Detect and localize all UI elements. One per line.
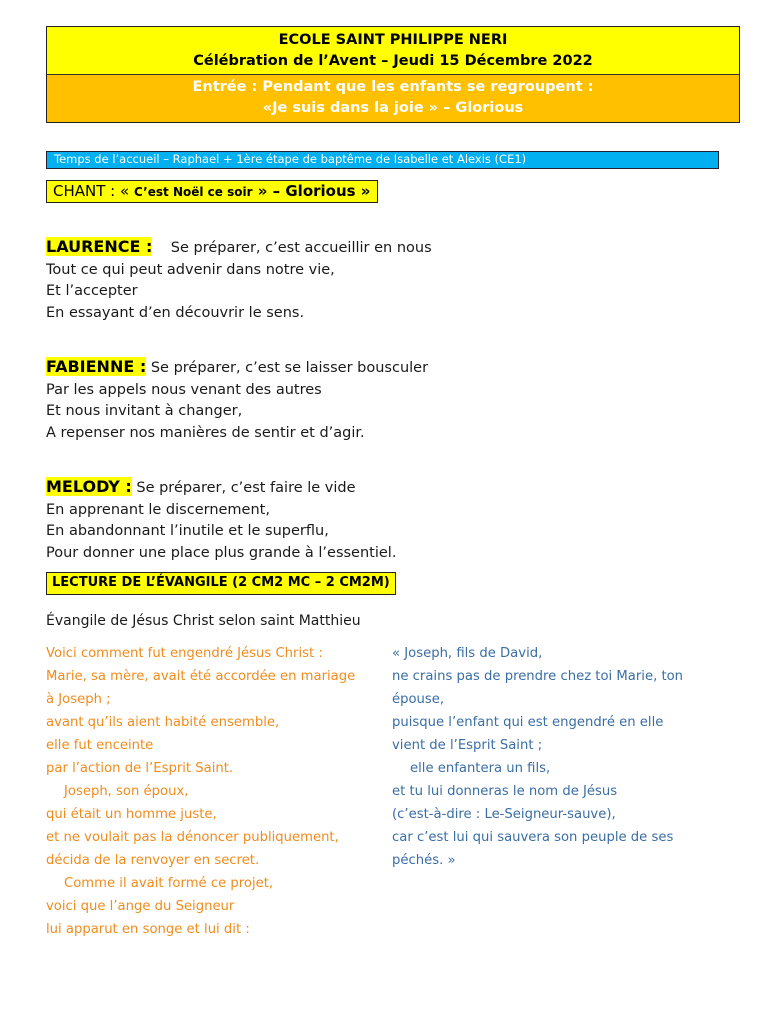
chant-prefix: CHANT : « <box>53 182 134 200</box>
entry-band <box>47 74 739 122</box>
stanza-melody <box>46 476 396 564</box>
speaker-label: FABIENNE : <box>46 357 147 376</box>
gospel-line: et ne voulait pas la dénoncer publiquement, <box>46 830 339 845</box>
stanza-first-line: Se préparer, c’est se laisser bousculer <box>146 360 429 376</box>
gospel-line: Comme il avait formé ce projet, <box>64 876 274 891</box>
stanza-line: Et nous invitant à changer, <box>46 403 243 419</box>
stanza-line: Tout ce qui peut advenir dans notre vie, <box>46 261 335 278</box>
speaker-label: MELODY : <box>46 477 132 496</box>
gospel-line: par l’action de l’Esprit Saint. <box>46 761 234 776</box>
gospel-line: Voici comment fut engendré Jésus Christ : <box>46 646 323 661</box>
stanza-first-line: Se préparer, c’est faire le vide <box>131 480 356 496</box>
stanza-line: Par les appels nous venant des autres <box>46 381 322 398</box>
welcome-bar: Temps de l’accueil – Raphael + 1ère étape de baptême de Isabelle et Alexis (CE1) <box>46 151 719 169</box>
gospel-line: à Joseph ; <box>46 692 111 707</box>
gospel-line: et tu lui donneras le nom de Jésus <box>392 784 618 799</box>
gospel-line: décida de la renvoyer en secret. <box>46 853 260 868</box>
entry-line-1: Entrée : Pendant que les enfants se regroupent : <box>192 79 594 95</box>
gospel-line: « Joseph, fils de David, <box>392 646 543 661</box>
stanza-line: En apprenant le discernement, <box>46 501 270 518</box>
header-box <box>46 26 740 123</box>
gospel-line: épouse, <box>392 692 445 707</box>
stanza-first-line: Se préparer, c’est accueillir en nous <box>152 240 432 256</box>
gospel-line: voici que l’ange du Seigneur <box>46 899 235 914</box>
gospel-line: (c’est-à-dire : Le-Seigneur-sauve), <box>392 807 616 822</box>
speaker-label: LAURENCE : <box>46 237 153 256</box>
stanza-line: Et l’accepter <box>46 283 138 299</box>
stanza-line: En essayant d’en découvrir le sens. <box>46 304 305 321</box>
gospel-line: elle fut enceinte <box>46 738 154 753</box>
gospel-line: Marie, sa mère, avait été accordée en mariage <box>46 669 356 684</box>
entry-line-2: «Je suis dans la joie » – Glorious <box>262 100 524 116</box>
gospel-line: ne crains pas de prendre chez toi Marie, ton <box>392 669 684 684</box>
gospel-line: elle enfantera un fils, <box>410 761 551 776</box>
gospel-line: car c’est lui qui sauvera son peuple de ses <box>392 830 674 845</box>
gospel-right-column <box>392 642 683 872</box>
gospel-line: Joseph, son époux, <box>64 784 189 799</box>
gospel-reading-label: LECTURE DE L’ÉVANGILE (2 CM2 MC – 2 CM2M) <box>46 572 396 595</box>
stanza-laurence <box>46 236 432 324</box>
stanza-fabienne <box>46 356 428 444</box>
gospel-line: avant qu’ils aient habité ensemble, <box>46 715 280 730</box>
school-name: ECOLE SAINT PHILIPPE NERI <box>278 32 508 48</box>
gospel-line: lui apparut en songe et lui dit : <box>46 922 250 937</box>
gospel-line: vient de l’Esprit Saint ; <box>392 738 543 753</box>
gospel-left-column <box>46 642 355 941</box>
header-title-band <box>47 27 739 74</box>
gospel-line: puisque l’enfant qui est engendré en elle <box>392 715 664 730</box>
stanza-line: A repenser nos manières de sentir et d’agir. <box>46 424 365 441</box>
chant-box <box>46 180 378 203</box>
stanza-line: Pour donner une place plus grande à l’essentiel. <box>46 544 397 561</box>
celebration-title: Célébration de l’Avent – Jeudi 15 Décembre 2022 <box>193 53 593 69</box>
chant-suffix: » – Glorious » <box>252 182 371 200</box>
gospel-title: Évangile de Jésus Christ selon saint Matthieu <box>46 613 361 629</box>
gospel-line: péchés. » <box>392 853 456 868</box>
stanza-line: En abandonnant l’inutile et le superflu, <box>46 523 329 539</box>
chant-title: C’est Noël ce soir <box>133 185 253 199</box>
gospel-line: qui était un homme juste, <box>46 807 217 822</box>
